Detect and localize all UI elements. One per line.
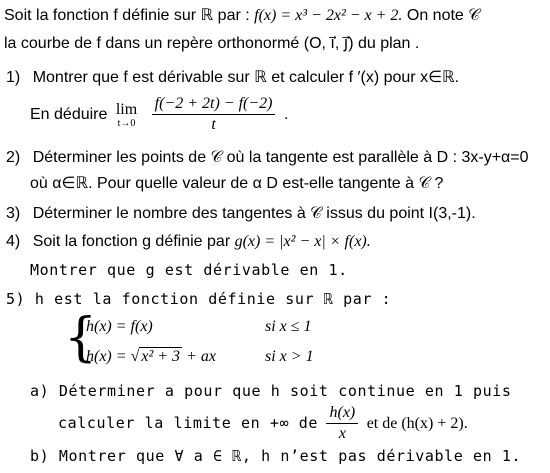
question-1-limit [30,94,288,136]
question-1 [6,68,459,88]
piecewise-brace: { [64,308,98,368]
question-2-number: 2) [6,149,21,166]
question-3-text: Déterminer le nombre des tangentes à 𝒞 issus du point I(3,-1). [32,205,476,222]
question-3-number: 3) [6,205,21,222]
intro-line-1 [4,6,480,26]
question-5b-label: b) [30,447,50,465]
question-5a-text-2: calculer la limite en +∞ de [58,414,319,432]
limit-subscript: t→0 [117,117,136,129]
question-5-number: 5) [6,290,26,308]
h-over-x-fraction [326,403,358,444]
sqrt-radicand: x² + 3 [141,348,181,365]
question-5a-tail: et de (h(x) + 2). [366,415,468,432]
question-5a-text: Déterminer a pour que h soit continue en 1 puis [58,382,512,400]
curve-notation: On note 𝒞 [402,7,480,24]
question-5a [30,381,512,401]
question-5a-line-2 [58,402,468,445]
case-2-condition: si x > 1 [265,348,314,365]
intro-text: Soit la fonction f définie sur ℝ par : [4,7,255,24]
case-1-expression: h(x) = f(x) [86,318,153,335]
question-2-text: Déterminer les points de 𝒞 où la tangente est parallèle à D : 3x-y+α=0 [32,149,529,166]
h-over-x-denominator: x [338,425,346,443]
question-1-number: 1) [6,69,21,86]
limit-denominator: t [211,116,216,134]
question-3 [6,204,476,224]
limit-period: . [283,106,289,123]
limit-fraction [152,94,276,135]
g-definition: g(x) = |x² − x| × f(x). [234,233,371,250]
case-2-expression [86,347,216,367]
question-4 [6,232,371,252]
case-1-condition: si x ≤ 1 [265,318,312,335]
limit-operator [116,101,137,129]
question-4-text: Soit la fonction g définie par [32,233,235,250]
intro-line-2: la courbe de f dans un repère orthonormé (O, i⃗, j⃗) du plan . [4,35,420,52]
question-5 [6,289,391,309]
question-5b-text: Montrer que ∀ a ∈ ℝ, h n’est pas dérivable en 1. [58,447,522,465]
case-2-tail: + ax [182,348,216,365]
sqrt-sign: √ [130,348,140,365]
question-2 [6,148,529,168]
question-1-text: Montrer que f est dérivable sur ℝ et calculer f ′(x) pour x∈ℝ. [32,69,460,86]
deduce-label: En déduire [30,106,108,123]
h-over-x-numerator: h(x) [326,403,358,424]
question-5b [30,446,521,466]
case-2-lhs: h(x) = [86,348,131,365]
question-4-line-2: Montrer que g est dérivable en 1. [30,261,348,279]
question-4-number: 4) [6,233,21,250]
function-definition: f(x) = x³ − 2x² − x + 2. [254,7,403,24]
question-5-text: h est la fonction définie sur ℝ par : [34,290,392,308]
limit-word: lim [115,100,138,118]
question-5a-label: a) [30,382,50,400]
limit-numerator: f(−2 + 2t) − f(−2) [152,94,276,115]
question-2-line-2: où α∈ℝ. Pour quelle valeur de α D est-elle tangente à 𝒞 ? [30,175,444,192]
